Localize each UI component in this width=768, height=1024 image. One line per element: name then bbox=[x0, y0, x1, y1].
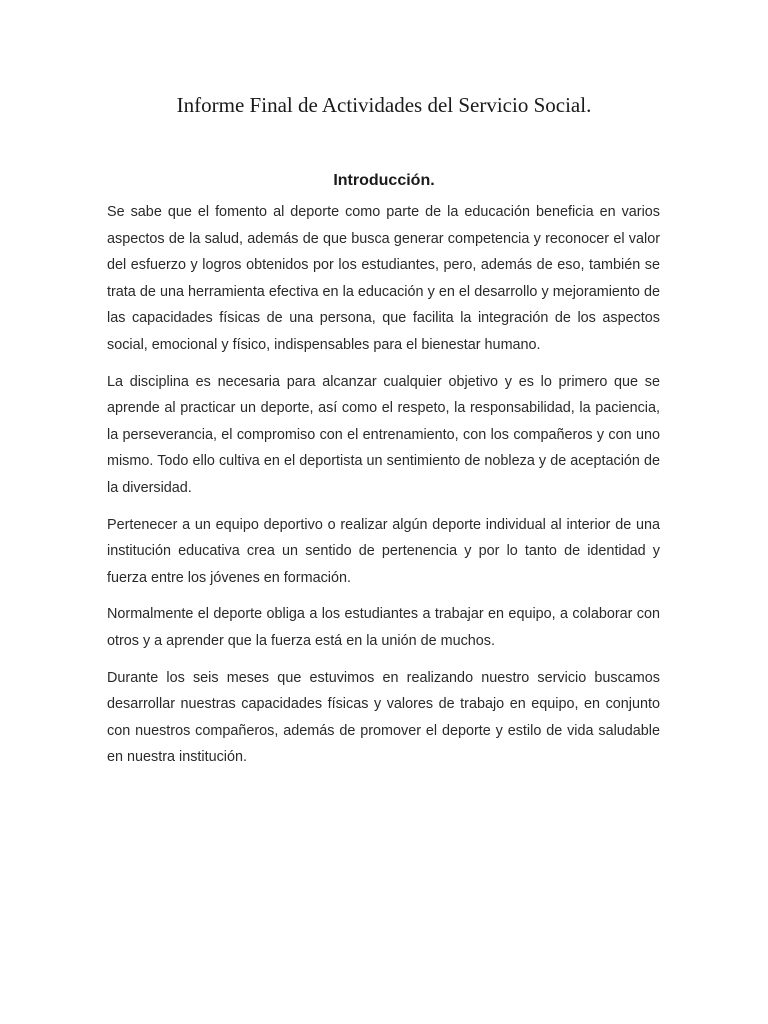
paragraph-5: Durante los seis meses que estuvimos en realizando nuestro servicio buscamos desarrollar nuestras capacidades físicas y valores de trabajo en equipo, en conjunto con nuestros compañeros, además de promover el deporte y estilo de vida saludable en nuestra institución. bbox=[107, 669, 660, 766]
document-title: Informe Final de Actividades del Servicio Social. bbox=[176, 93, 592, 117]
paragraph-4: Normalmente el deporte obliga a los estudiantes a trabajar en equipo, a colaborar con otros y a aprender que la fuerza está en la unión de muchos. bbox=[107, 606, 660, 649]
paragraph-3: Pertenecer a un equipo deportivo o realizar algún deporte individual al interior de una institución educativa crea un sentido de pertenencia y por lo tanto de identidad y fuerza entre los jóvenes en formación. bbox=[107, 516, 660, 586]
paragraph-1: Se sabe que el fomento al deporte como parte de la educación beneficia en varios aspectos de la salud, además de que busca generar competencia y reconocer el valor del esfuerzo y logros obtenidos por los estudiantes, pero, además de eso, también se trata de una herramienta efectiva en la educación y en el desarrollo y mejoramiento de las capacidades físicas de una persona, que facilita la integración de los aspectos social, emocional y físico, indispensables para el bienestar humano. bbox=[107, 204, 660, 353]
section-heading: Introducción. bbox=[333, 172, 435, 189]
paragraph-2: La disciplina es necesaria para alcanzar cualquier objetivo y es lo primero que se aprende al practicar un deporte, así como el respeto, la responsabilidad, la paciencia, la perseverancia, el compromiso con el entrenamiento, con los compañeros y con uno mismo. Todo ello cultiva en el deportista un sentimiento de nobleza y de aceptación de la diversidad. bbox=[107, 373, 660, 496]
document-body bbox=[107, 199, 660, 781]
